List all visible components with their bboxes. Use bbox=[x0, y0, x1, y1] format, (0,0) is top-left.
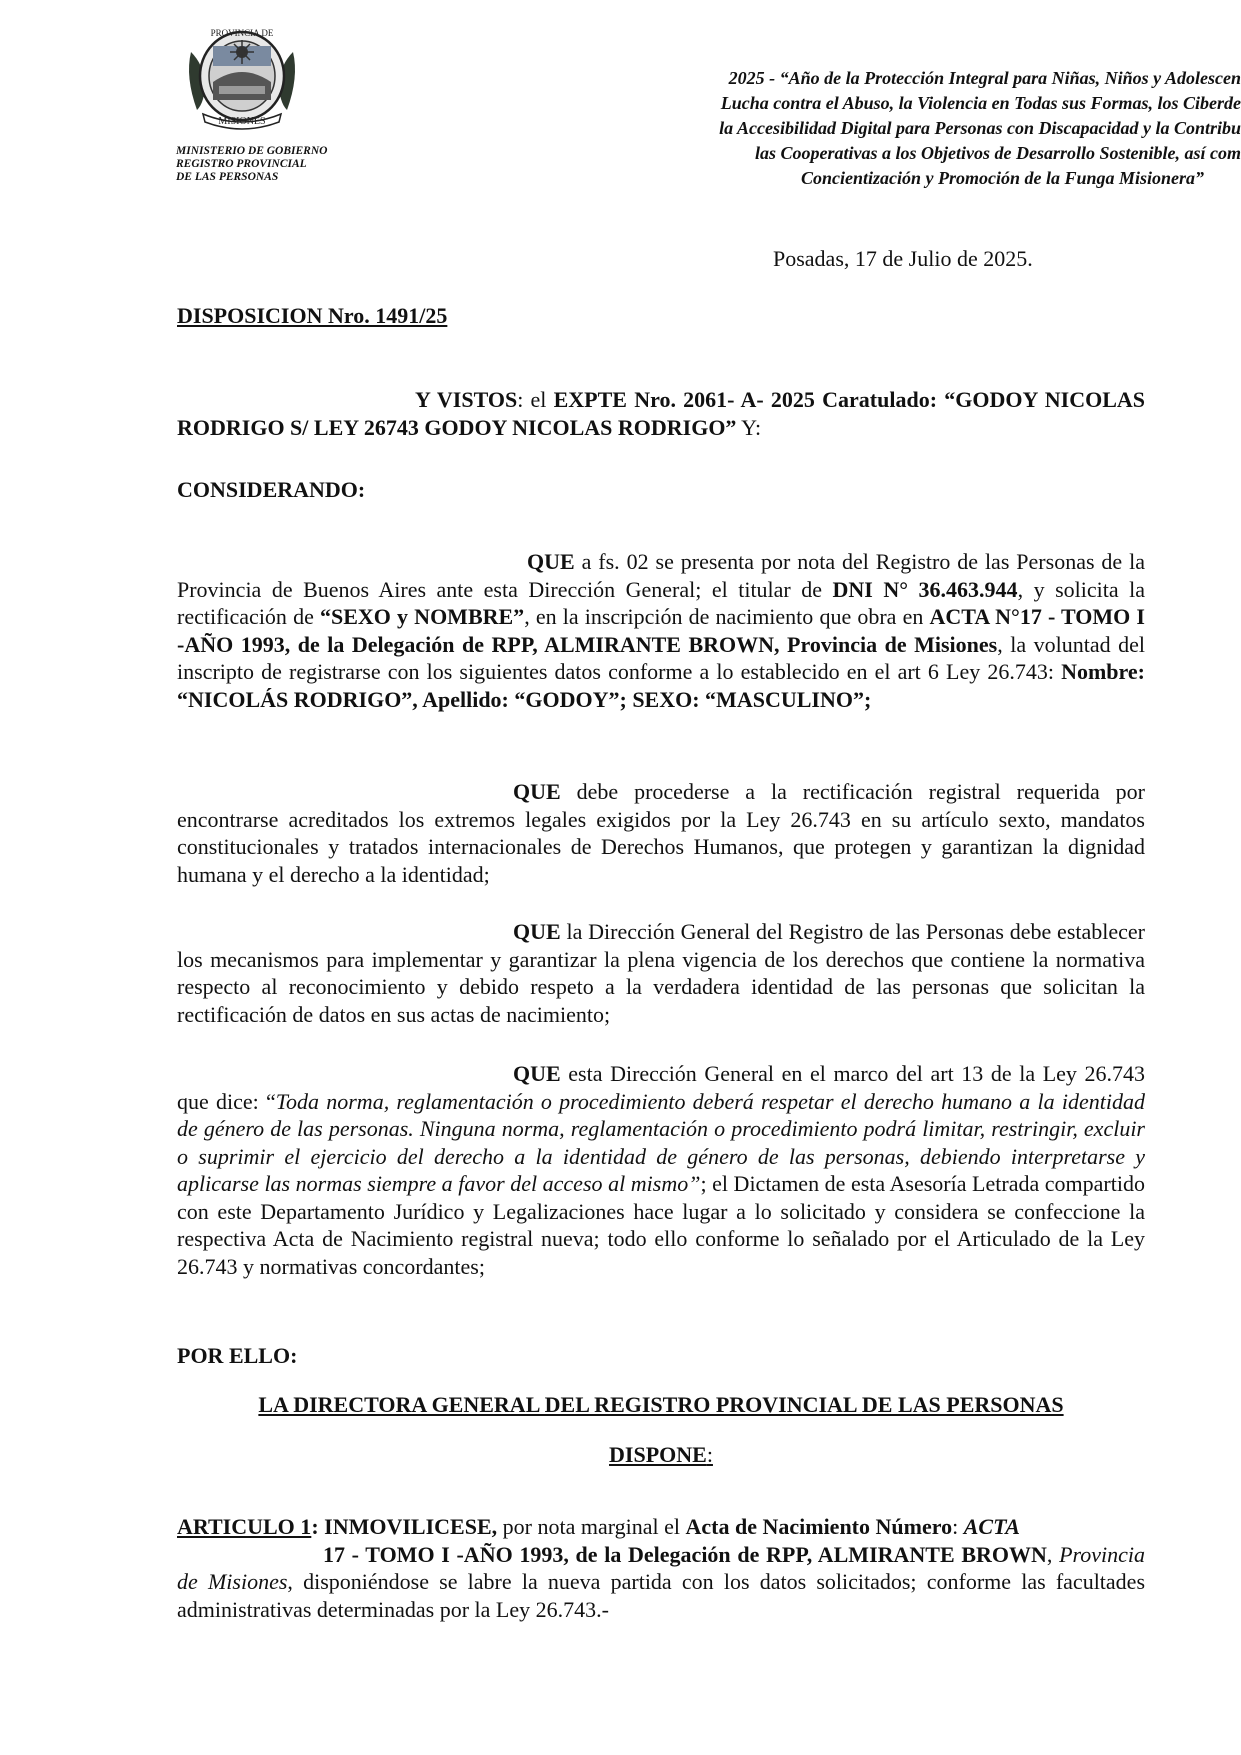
vistos-text-1: : el bbox=[517, 387, 554, 412]
que4-text-1: esta Dirección General en el marco del art 13 de la Ley 26.743 que dice: “ bbox=[177, 1061, 1145, 1114]
dispone-colon: : bbox=[706, 1442, 713, 1467]
directora-heading: LA DIRECTORA GENERAL DEL REGISTRO PROVINCIAL DE LAS PERSONAS bbox=[258, 1392, 1064, 1417]
ministry-line-2: REGISTRO PROVINCIAL bbox=[176, 158, 307, 170]
que4-text-2: ; el Dictamen de esta Asesoría Letrada compartido con este Departamento Jurídico y Legalizaciones hace lugar a lo solicitado y considera se confeccione la respectiva Acta de Nacimiento registral nueva; todo ello conforme lo señalado por el Articulado de la Ley 26.743 y normativas concordantes; bbox=[177, 1171, 1145, 1279]
vistos-label: Y VISTOS bbox=[415, 387, 518, 412]
motto-line-4: las Cooperativas a los Objetivos de Desarrollo Sostenible, así com bbox=[755, 143, 1241, 163]
dispone-label: DISPONE bbox=[609, 1442, 707, 1467]
vistos-paragraph bbox=[177, 386, 1145, 441]
provincial-seal-logo bbox=[183, 22, 301, 130]
que-label: QUE bbox=[527, 549, 575, 574]
articulo-1-acta-details: 17 - TOMO I -AÑO 1993, de la Delegación de RPP, ALMIRANTE BROWN bbox=[323, 1541, 1047, 1567]
svg-text:MISIONES: MISIONES bbox=[218, 116, 266, 127]
que-label: QUE bbox=[513, 779, 561, 804]
articulo-1-text-4: , disponiéndose se labre la nueva partida con los datos solicitados; conforme las facultades administrativas determinadas por la Ley 26.743.- bbox=[177, 1569, 1146, 1622]
acta-label: Acta de Nacimiento Número bbox=[685, 1514, 953, 1539]
que-label: QUE bbox=[513, 1061, 561, 1086]
que-paragraph-2 bbox=[177, 778, 1145, 888]
articulo-1-label: ARTICULO 1 bbox=[177, 1514, 312, 1539]
dni-number: DNI N° 36.463.944 bbox=[832, 576, 1018, 602]
document-date: Posadas, 17 de Julio de 2025. bbox=[773, 246, 1033, 271]
que-label: QUE bbox=[513, 919, 561, 944]
ministry-header bbox=[176, 145, 327, 184]
articulo-1-text-1: por nota marginal el bbox=[497, 1514, 686, 1539]
motto-line-1: 2025 - “Año de la Protección Integral para Niñas, Niños y Adolescen bbox=[728, 68, 1241, 88]
que-paragraph-3 bbox=[177, 918, 1145, 1028]
inmovilicese: INMOVILICESE, bbox=[318, 1514, 498, 1539]
expte-reference: EXPTE Nro. 2061- A- 2025 Caratulado: “GODOY NICOLAS RODRIGO S/ LEY 26743 GODOY NICOLAS RODRIGO” bbox=[177, 387, 1145, 440]
sexo-nombre: “SEXO y NOMBRE” bbox=[319, 604, 525, 629]
que-paragraph-1 bbox=[177, 548, 1145, 713]
que1-text-3: , en la inscripción de nacimiento que obra en bbox=[524, 604, 930, 629]
ministry-line-1: MINISTERIO DE GOBIERNO bbox=[176, 145, 328, 157]
articulo-1-text-2: : bbox=[952, 1514, 964, 1539]
considerando-heading bbox=[177, 476, 1145, 504]
svg-text:PROVINCIA DE: PROVINCIA DE bbox=[210, 28, 274, 38]
provincia: Provincia de Misiones bbox=[177, 1541, 1146, 1594]
disposition-number: DISPOSICION Nro. 1491/25 bbox=[177, 303, 448, 328]
law-quote: Toda norma, reglamentación o procedimiento deberá respetar el derecho humano a la identidad de género de las personas. Ninguna norma, reglamentación o procedimiento podrá limitar, restringir, excluir o suprimir el ejercicio del derecho a la identidad de género de las personas, debiendo interpretarse y aplicarse las normas siempre a favor del acceso al mismo” bbox=[177, 1088, 1145, 1196]
que-paragraph-4 bbox=[177, 1060, 1145, 1280]
que1-text-1: a fs. 02 se presenta por nota del Registro de las Personas de la Provincia de Buenos Aires ante esta Dirección General; el titular de bbox=[177, 549, 1145, 602]
ministry-line-3: DE LAS PERSONAS bbox=[176, 171, 279, 183]
considerando-label: CONSIDERANDO: bbox=[177, 477, 366, 502]
motto-line-5: Concientización y Promoción de la Funga Misionera” bbox=[800, 168, 1204, 188]
dispone-heading bbox=[177, 1442, 1145, 1468]
que2-text: debe procederse a la rectificación registral requerida por encontrarse acreditados los extremos legales exigidos por la Ley 26.743 en su artículo sexto, mandatos constitucionales y tratados internacionales de Derechos Humanos, que protegen y garantizan la dignidad humana y el derecho a la identidad; bbox=[177, 779, 1145, 887]
por-ello-heading bbox=[177, 1342, 1145, 1370]
motto-line-2: Lucha contra el Abuso, la Violencia en Todas sus Formas, los Ciberde bbox=[720, 93, 1241, 113]
acta-reference: ACTA N°17 - TOMO I -AÑO 1993, de la Delegación de RPP, ALMIRANTE BROWN, Provincia de Misiones bbox=[177, 604, 1145, 657]
articulo-1 bbox=[177, 1513, 1145, 1623]
articulo-1-text-3: , bbox=[1046, 1541, 1060, 1567]
que3-text: la Dirección General del Registro de las Personas debe establecer los mecanismos para implementar y garantizar la plena vigencia de los derechos que contiene la normativa respecto al reconocimiento y debido respeto a la verdadera identidad de las personas que solicitan la rectificación de datos en sus actas de nacimiento; bbox=[177, 919, 1145, 1027]
acta-italic: ACTA bbox=[963, 1514, 1020, 1539]
articulo-1-colon: : bbox=[311, 1514, 319, 1539]
vistos-text-2: Y: bbox=[736, 414, 762, 440]
que1-text-4: , la voluntad del inscripto de registrarse con los siguientes datos conforme a lo establecido en el art 6 Ley 26.743: bbox=[177, 631, 1145, 684]
year-motto bbox=[611, 66, 1241, 191]
por-ello-label: POR ELLO: bbox=[177, 1343, 298, 1368]
new-data: Nombre: “NICOLÁS RODRIGO”, Apellido: “GODOY”; SEXO: “MASCULINO”; bbox=[177, 659, 1145, 712]
que1-text-2: , y solicita la rectificación de bbox=[177, 576, 1145, 629]
motto-line-3: la Accesibilidad Digital para Personas con Discapacidad y la Contribu bbox=[719, 118, 1241, 138]
